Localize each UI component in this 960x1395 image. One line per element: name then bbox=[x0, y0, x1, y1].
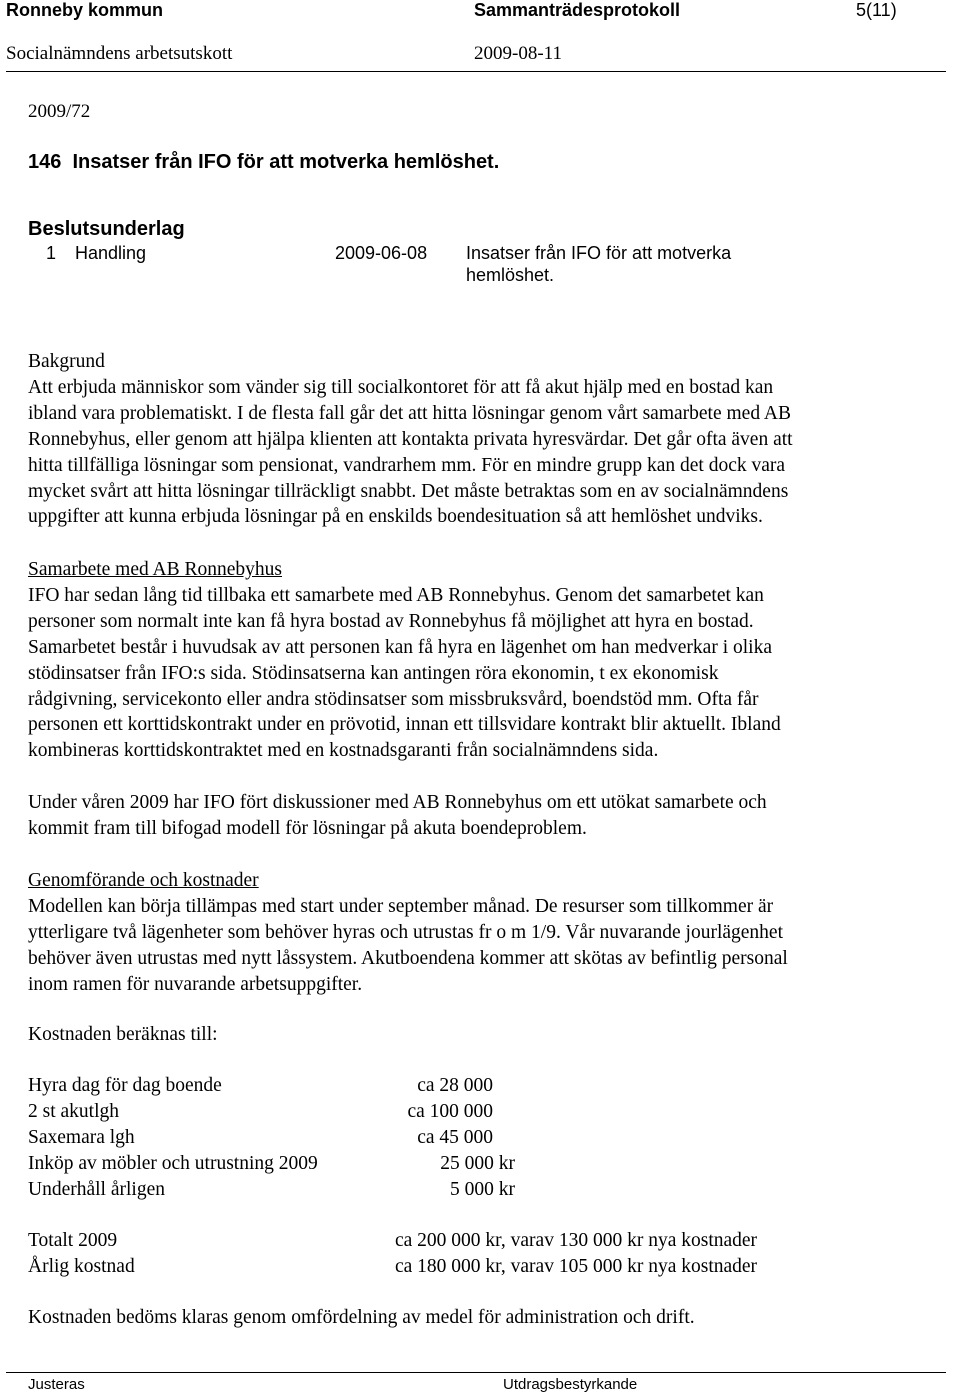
meeting-date: 2009-08-11 bbox=[474, 43, 562, 64]
cooperation-line: rådgivning, servicekonto eller andra stödinsatser som missbruksvård, boendstöd mm. Ofta får bbox=[28, 688, 759, 710]
cooperation-section bbox=[28, 557, 781, 764]
implementation-line: inom ramen för nuvarande arbetsuppgifter. bbox=[28, 973, 363, 995]
cost-item-label: Saxemara lgh bbox=[28, 1127, 135, 1148]
cost-item-label: Hyra dag för dag boende bbox=[28, 1075, 222, 1096]
implementation-heading: Genomförande och kostnader bbox=[28, 870, 259, 891]
footer-divider bbox=[6, 1372, 946, 1373]
background-line: hitta tillfälliga lösningar som pensionat, vandrarhem mm. För en mindre grupp kan det dock vara bbox=[28, 454, 786, 476]
cooperation-heading: Samarbete med AB Ronnebyhus bbox=[28, 559, 283, 580]
footer-utdragsbestyrkande: Utdragsbestyrkande bbox=[503, 1376, 638, 1393]
cooperation-line: kommit fram till bifogad modell för lösningar på akuta boendeproblem. bbox=[28, 817, 587, 839]
cooperation-paragraph-2 bbox=[28, 790, 767, 842]
total-value: ca 180 000 kr, varav 105 000 kr nya kostnader bbox=[395, 1256, 758, 1277]
costs-conclusion: Kostnaden bedöms klaras genom omfördelning av medel för administration och drift. bbox=[28, 1307, 695, 1328]
basis-heading: Beslutsunderlag bbox=[28, 218, 185, 240]
case-number: 2009/72 bbox=[28, 101, 91, 122]
cost-item-value: ca 100 000 bbox=[407, 1101, 493, 1122]
paragraph-number: 146 bbox=[28, 151, 62, 173]
implementation-line: ytterligare två lägenheter som behöver hyras och utrustas fr o m 1/9. Vår nuvarande jourlägenhet bbox=[28, 921, 784, 943]
basis-item-number: 1 bbox=[46, 243, 57, 263]
cost-item-value: ca 28 000 bbox=[417, 1075, 493, 1096]
cooperation-line: Under våren 2009 har IFO fört diskussioner med AB Ronnebyhus om ett utökat samarbete och bbox=[28, 792, 767, 813]
background-line: ibland vara problematiskt. I de flesta fall går det att hitta lösningar genom vårt samarbete med AB bbox=[28, 402, 791, 424]
background-line: Ronnebyhus, eller genom att hjälpa klienten att kontakta privata hyresvärdar. Det går ofta även att bbox=[28, 428, 793, 450]
cost-item-value: 5 000 kr bbox=[450, 1179, 515, 1200]
cooperation-line: stödinsatser från IFO:s sida. Stödinsatserna kan antingen röra ekonomin, t ex ekonomisk bbox=[28, 662, 719, 684]
total-label: Årlig kostnad bbox=[28, 1256, 135, 1277]
cost-item-label: Inköp av möbler och utrustning 2009 bbox=[28, 1153, 318, 1174]
background-heading: Bakgrund bbox=[28, 351, 105, 372]
implementation-section bbox=[28, 868, 788, 998]
total-value: ca 200 000 kr, varav 130 000 kr nya kostnader bbox=[395, 1230, 758, 1251]
cooperation-line: Samarbetet består i huvudsak av att personen kan få hyra en lägenhet om han medverkar i olika bbox=[28, 636, 772, 658]
basis-item-desc-line1: Insatser från IFO för att motverka bbox=[466, 243, 732, 263]
cooperation-line: personer som normalt inte kan få hyra bostad av Ronnebyhus få möjlighet att hyra en bostad. bbox=[28, 610, 754, 632]
page-number: 5(11) bbox=[856, 0, 897, 20]
cost-item-label: Underhåll årligen bbox=[28, 1179, 165, 1200]
background-line: Att erbjuda människor som vänder sig till socialkontoret för att få akut hjälp med en bostad kan bbox=[28, 376, 774, 398]
total-label: Totalt 2009 bbox=[28, 1230, 118, 1251]
background-section bbox=[28, 349, 793, 530]
cooperation-line: IFO har sedan lång tid tillbaka ett samarbete med AB Ronnebyhus. Genom det samarbetet kan bbox=[28, 584, 764, 606]
cooperation-line: kombineras korttidskontraktet med en kostnadsgaranti från socialnämndens sida. bbox=[28, 740, 659, 762]
case-title-text: Insatser från IFO för att motverka hemlöshet. bbox=[72, 151, 500, 173]
header-divider bbox=[6, 71, 946, 72]
background-line: mycket svårt att hitta lösningar tillräckligt snabbt. Det måste betraktas som en av socialnämndens bbox=[28, 480, 789, 502]
committee-name: Socialnämndens arbetsutskott bbox=[6, 43, 233, 64]
background-line: uppgifter att kunna erbjuda lösningar på en enskilds boendesituation så att hemlöshet undviks. bbox=[28, 506, 763, 528]
cooperation-line: personen ett korttidskontrakt under en prövotid, innan ett tillsvidare kontrakt blir aktuellt. Ibland bbox=[28, 714, 781, 736]
municipality-name: Ronneby kommun bbox=[6, 0, 164, 20]
basis-item-type: Handling bbox=[75, 243, 147, 263]
footer-justeras: Justeras bbox=[28, 1376, 85, 1393]
basis-item-desc-line2: hemlöshet. bbox=[466, 265, 555, 285]
basis-item-date: 2009-06-08 bbox=[335, 243, 428, 263]
implementation-line: Modellen kan börja tillämpas med start under september månad. De resurser som tillkommer är bbox=[28, 895, 774, 917]
costs-intro: Kostnaden beräknas till: bbox=[28, 1024, 218, 1045]
cost-item-value: 25 000 kr bbox=[440, 1153, 515, 1174]
document-type: Sammanträdesprotokoll bbox=[474, 0, 681, 20]
case-title bbox=[28, 151, 499, 174]
cost-item-label: 2 st akutlgh bbox=[28, 1101, 119, 1122]
implementation-line: behöver även utrustas med nytt låssystem. Akutboendena kommer att skötas av befintlig personal bbox=[28, 947, 788, 969]
cost-item-value: ca 45 000 bbox=[417, 1127, 493, 1148]
